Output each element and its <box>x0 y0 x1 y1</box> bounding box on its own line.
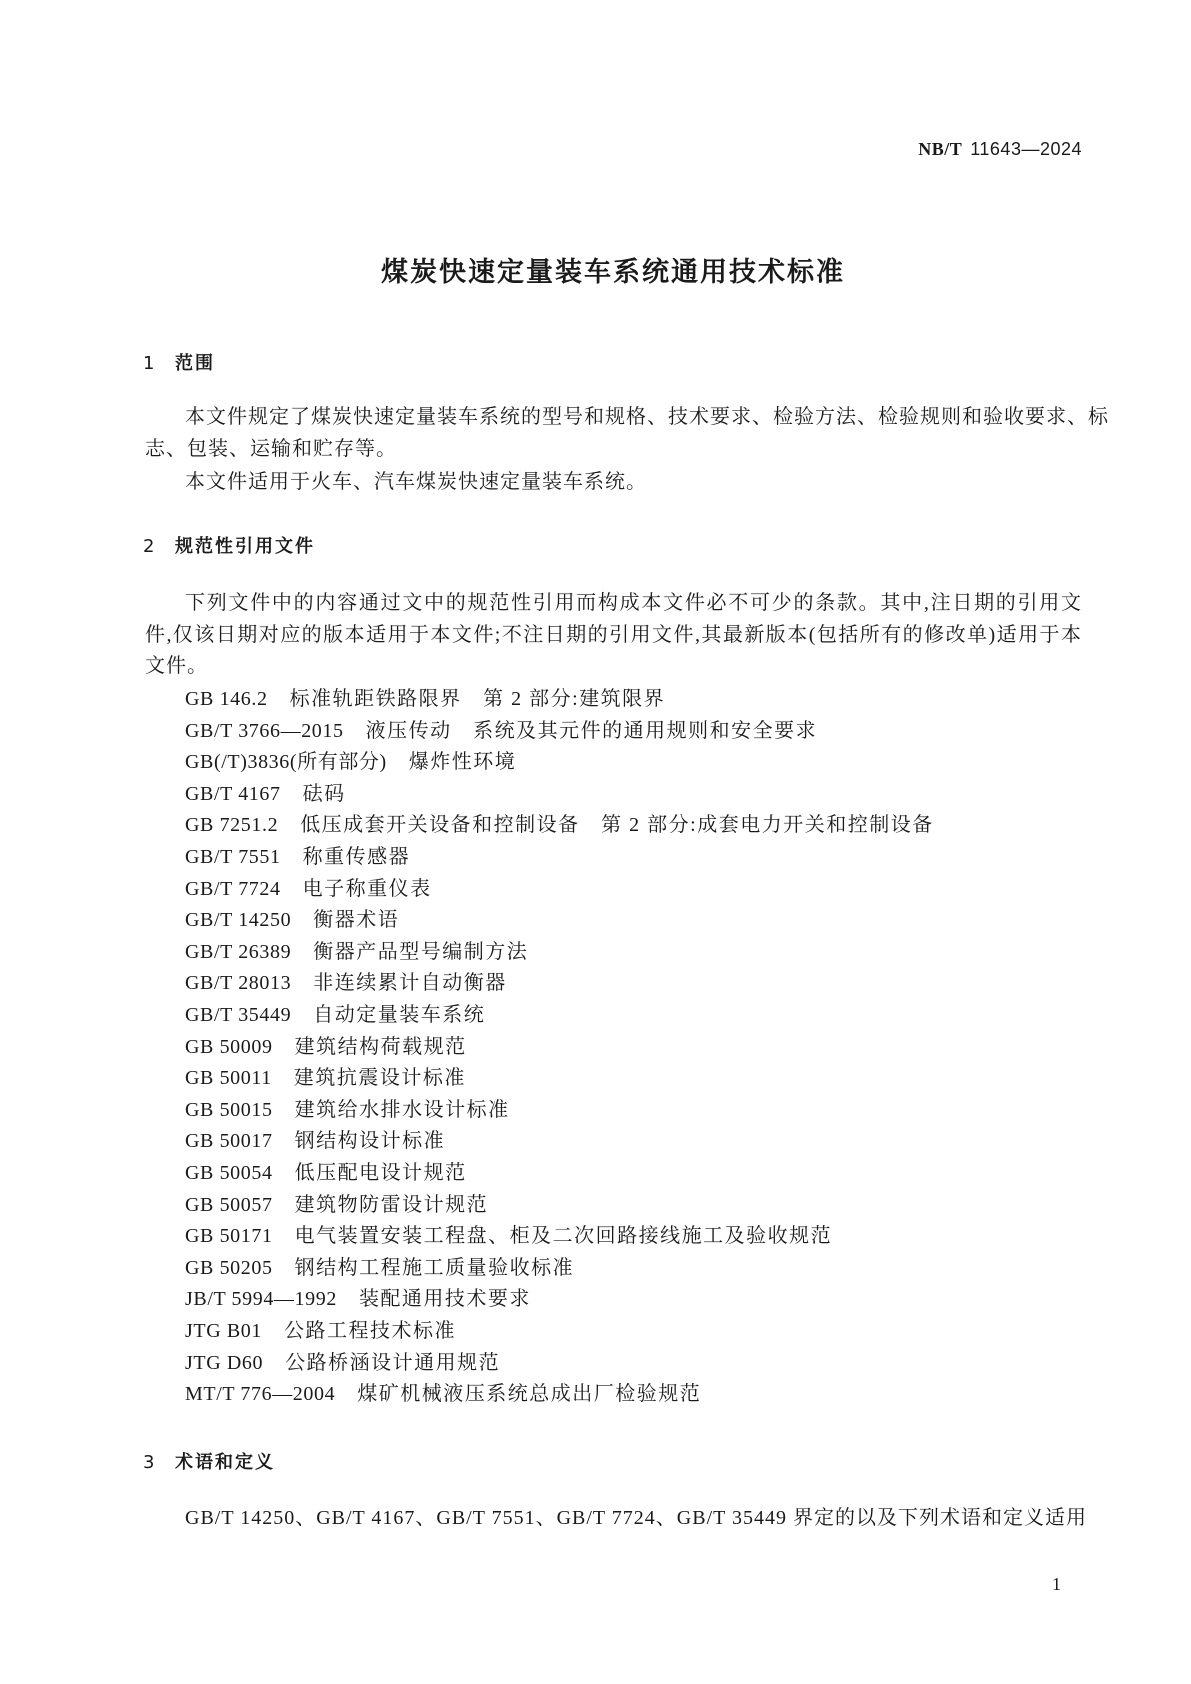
reference-title: 建筑抗震设计标准 <box>293 1067 466 1090</box>
reference-item <box>185 1283 531 1315</box>
reference-title: 公路工程技术标准 <box>283 1320 456 1342</box>
reference-title: 低压配电设计规范 <box>294 1162 467 1184</box>
reference-code: GB/T 3766—2015 <box>185 719 344 742</box>
reference-item <box>185 967 507 999</box>
reference-title: 公路桥涵设计通用规范 <box>285 1351 501 1374</box>
reference-title: 标准轨距铁路限界 第 2 部分:建筑限界 <box>289 688 666 710</box>
paragraph-line: 件,仅该日期对应的版本适用于本文件;不注日期的引用文件,其最新版本(包括所有的修改单)适用于本 <box>145 624 1082 646</box>
reference-code: GB 50054 <box>185 1162 273 1184</box>
reference-code: GB/T 35449 <box>185 1004 292 1026</box>
reference-title: 自动定量装车系统 <box>313 1004 486 1026</box>
reference-item <box>185 936 528 968</box>
reference-code: GB/T 4167 <box>185 782 281 805</box>
section-heading-3 <box>143 1448 275 1474</box>
reference-code: GB/T 7551 <box>185 846 281 868</box>
reference-title: 钢结构设计标准 <box>294 1130 446 1153</box>
reference-code: GB(/T)3836(所有部分) <box>185 751 387 774</box>
reference-code: JB/T 5994—1992 <box>185 1288 337 1311</box>
reference-code: GB 50171 <box>185 1225 273 1248</box>
reference-code: GB 50017 <box>185 1130 273 1153</box>
section-number: 3 <box>143 1452 155 1473</box>
reference-item <box>185 999 485 1031</box>
reference-title: 煤矿机械液压系统总成出厂检验规范 <box>357 1383 702 1406</box>
reference-title: 电气装置安装工程盘、柜及二次回路接线施工及验收规范 <box>294 1225 833 1248</box>
reference-item <box>185 715 817 747</box>
reference-code: GB/T 7724 <box>185 877 281 900</box>
reference-code: JTG B01 <box>185 1320 262 1342</box>
reference-item <box>185 1347 500 1379</box>
reference-item <box>185 809 934 841</box>
reference-title: 爆炸性环境 <box>408 751 517 774</box>
reference-item <box>185 1378 701 1410</box>
reference-code: GB/T 28013 <box>185 972 292 995</box>
section-number: 2 <box>143 536 155 557</box>
reference-title: 电子称重仪表 <box>302 877 432 900</box>
reference-title: 钢结构工程施工质量验收标准 <box>294 1256 575 1279</box>
reference-code: GB 50057 <box>185 1193 273 1216</box>
reference-code: GB 50011 <box>185 1067 272 1090</box>
reference-code: GB 50015 <box>185 1098 273 1121</box>
reference-item <box>185 1189 488 1221</box>
reference-code: GB 7251.2 <box>185 814 279 837</box>
reference-code: MT/T 776—2004 <box>185 1383 336 1406</box>
paragraph-line: GB/T 14250、GB/T 4167、GB/T 7551、GB/T 7724、GB/T 35449 界定的以及下列术语和定义适用 <box>185 1507 1087 1529</box>
reference-item <box>185 1031 467 1063</box>
section-heading-1 <box>143 349 215 375</box>
paragraph-line: 本文件适用于火车、汽车煤炭快速定量装车系统。 <box>185 471 647 493</box>
paragraph-line: 本文件规定了煤炭快速定量装车系统的型号和规格、技术要求、检验方法、检验规则和验收要求、标 <box>185 406 1109 428</box>
section-label: 规范性引用文件 <box>175 536 315 557</box>
reference-item <box>185 1220 832 1252</box>
reference-item <box>185 904 399 936</box>
reference-title: 低压成套开关设备和控制设备 第 2 部分:成套电力开关和控制设备 <box>300 814 934 837</box>
reference-title: 称重传感器 <box>302 846 411 868</box>
paragraph-line: 下列文件中的内容通过文中的规范性引用而构成本文件必不可少的条款。其中,注日期的引用文 <box>185 592 1082 614</box>
reference-title: 建筑结构荷载规范 <box>294 1035 467 1058</box>
reference-title: 建筑物防雷设计规范 <box>294 1193 489 1216</box>
section-heading-2 <box>143 532 315 558</box>
reference-item <box>185 1315 456 1347</box>
document-number <box>918 139 1082 160</box>
reference-item <box>185 841 410 873</box>
reference-item <box>185 873 432 905</box>
page-title: 煤炭快速定量装车系统通用技术标准 <box>381 257 845 288</box>
reference-title: 衡器术语 <box>313 909 400 932</box>
reference-title: 液压传动 系统及其元件的通用规则和安全要求 <box>365 719 818 742</box>
reference-item <box>185 1157 467 1189</box>
reference-title: 衡器产品型号编制方法 <box>313 940 529 963</box>
doc-prefix: NB/T <box>918 139 963 159</box>
reference-item <box>185 1125 445 1157</box>
reference-item <box>185 746 516 778</box>
reference-item <box>185 1062 466 1094</box>
page-number: 1 <box>1052 1574 1061 1594</box>
reference-code: GB 50009 <box>185 1035 273 1058</box>
reference-item <box>185 683 665 715</box>
paragraph-line: 文件。 <box>145 655 208 677</box>
section-label: 术语和定义 <box>175 1452 275 1473</box>
reference-title: 砝码 <box>302 782 346 805</box>
reference-code: GB/T 14250 <box>185 909 292 932</box>
doc-number-value: 11643—2024 <box>970 139 1082 159</box>
reference-item <box>185 778 346 810</box>
reference-title: 建筑给水排水设计标准 <box>294 1098 510 1121</box>
paragraph-line: 志、包装、运输和贮存等。 <box>145 438 397 460</box>
reference-code: GB 50205 <box>185 1256 273 1279</box>
reference-code: JTG D60 <box>185 1351 264 1374</box>
reference-title: 装配通用技术要求 <box>358 1288 531 1311</box>
reference-code: GB/T 26389 <box>185 940 292 963</box>
reference-item <box>185 1252 574 1284</box>
reference-title: 非连续累计自动衡器 <box>313 972 507 995</box>
section-label: 范围 <box>175 353 215 374</box>
reference-code: GB 146.2 <box>185 688 268 710</box>
section-number: 1 <box>143 353 155 374</box>
reference-item <box>185 1094 510 1126</box>
